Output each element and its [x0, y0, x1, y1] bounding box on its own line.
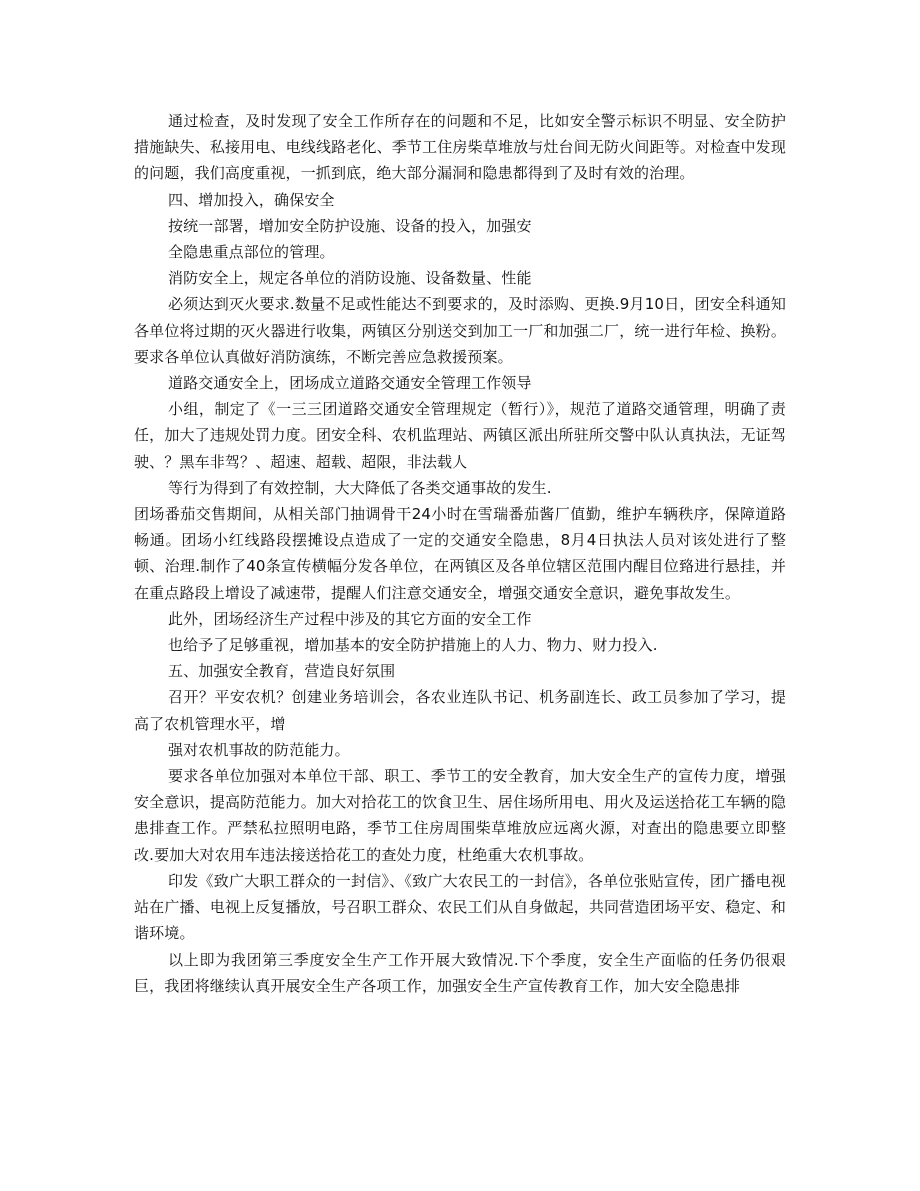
paragraph: 团场番茄交售期间，从相关部门抽调骨干24小时在雪瑞番茄酱厂值勤，维护车辆秩序，保障道路畅通。团场小红线路段摆摊设点造成了一定的交通安全隐患，8月4日执法人员对该处进行了整顿、治理.制作了40条宣传横幅分发各单位，在两镇区及各单位辖区范围内醒目位臵进行悬挂，并在重点路段上增设了减速带，提醒人们注意交通安全，增强交通安全意识，避免事故发生。: [134, 505, 786, 602]
paragraph: 必须达到灭火要求.数量不足或性能达不到要求的，及时添购、更换.9月10日，团安全科通知各单位将过期的灭火器进行收集，两镇区分别送交到加工一厂和加强二厂，统一进行年检、换粉。要求各单位认真做好消防演练，不断完善应急救援预案。: [134, 295, 786, 366]
paragraph: 以上即为我团第三季度安全生产工作开展大致情况.下个季度，安全生产面临的任务仍很艰巨，我团将继续认真开展安全生产各项工作，加强安全生产宣传教育工作，加大安全隐患排: [134, 950, 786, 995]
paragraph: 此外，团场经济生产过程中涉及的其它方面的安全工作: [168, 609, 532, 628]
paragraph: 要求各单位加强对本单位干部、职工、季节工的安全教育，加大安全生产的宣传力度，增强安全意识，提高防范能力。加大对拾花工的饮食卫生、居住场所用电、用火及运送拾花工车辆的隐患排查工作。严禁私拉照明电路，季节工住房周围柴草堆放应远离火源，对查出的隐患要立即整改.要加大对农用车违法接送拾花工的查处力度，杜绝重大农机事故。: [134, 767, 786, 864]
paragraph: 五、加强安全教育，营造良好氛围: [168, 662, 396, 681]
paragraph: 通过检查，及时发现了安全工作所存在的问题和不足，比如安全警示标识不明显、安全防护措施缺失、私接用电、电线线路老化、季节工住房柴草堆放与灶台间无防火间距等。对检查中发现的问题，我们高度重视，一抓到底，绝大部分漏洞和隐患都得到了及时有效的治理。: [134, 112, 786, 183]
paragraph: 印发《致广大职工群众的一封信》、《致广大农民工的一封信》，各单位张贴宣传，团广播电视站在广播、电视上反复播放，号召职工群众、农民工们从自身做起，共同营造团场平安、稳定、和谐环境。: [134, 871, 786, 943]
document-body: [134, 108, 786, 999]
paragraph: 全隐患重点部位的管理。: [168, 243, 335, 262]
paragraph: 按统一部署，增加安全防护设施、设备的投入，加强安: [168, 216, 532, 235]
paragraph: 消防安全上，规定各单位的消防设施、设备数量、性能: [168, 269, 532, 288]
paragraph: 也给予了足够重视，增加基本的安全防护措施上的人力、物力、财力投入.: [168, 636, 658, 655]
paragraph: 等行为得到了有效控制，大大降低了各类交通事故的发生.: [168, 478, 552, 497]
paragraph: 小组，制定了《一三三团道路交通安全管理规定（暂行）》，规范了道路交通管理，明确了责任，加大了违规处罚力度。团安全科、农机监理站、两镇区派出所驻所交警中队认真执法，无证驾驶、？黑车非驾？、超速、超载、超限，非法载人: [134, 400, 786, 471]
paragraph: 道路交通安全上，团场成立道路交通安全管理工作领导: [168, 374, 532, 393]
paragraph: 强对农机事故的防范能力。: [168, 740, 350, 759]
paragraph: 召开？平安农机？创建业务培训会，各农业连队书记、机务副连长、政工员参加了学习，提高了农机管理水平，增: [134, 688, 786, 733]
paragraph: 四、增加投入，确保安全: [168, 190, 335, 209]
